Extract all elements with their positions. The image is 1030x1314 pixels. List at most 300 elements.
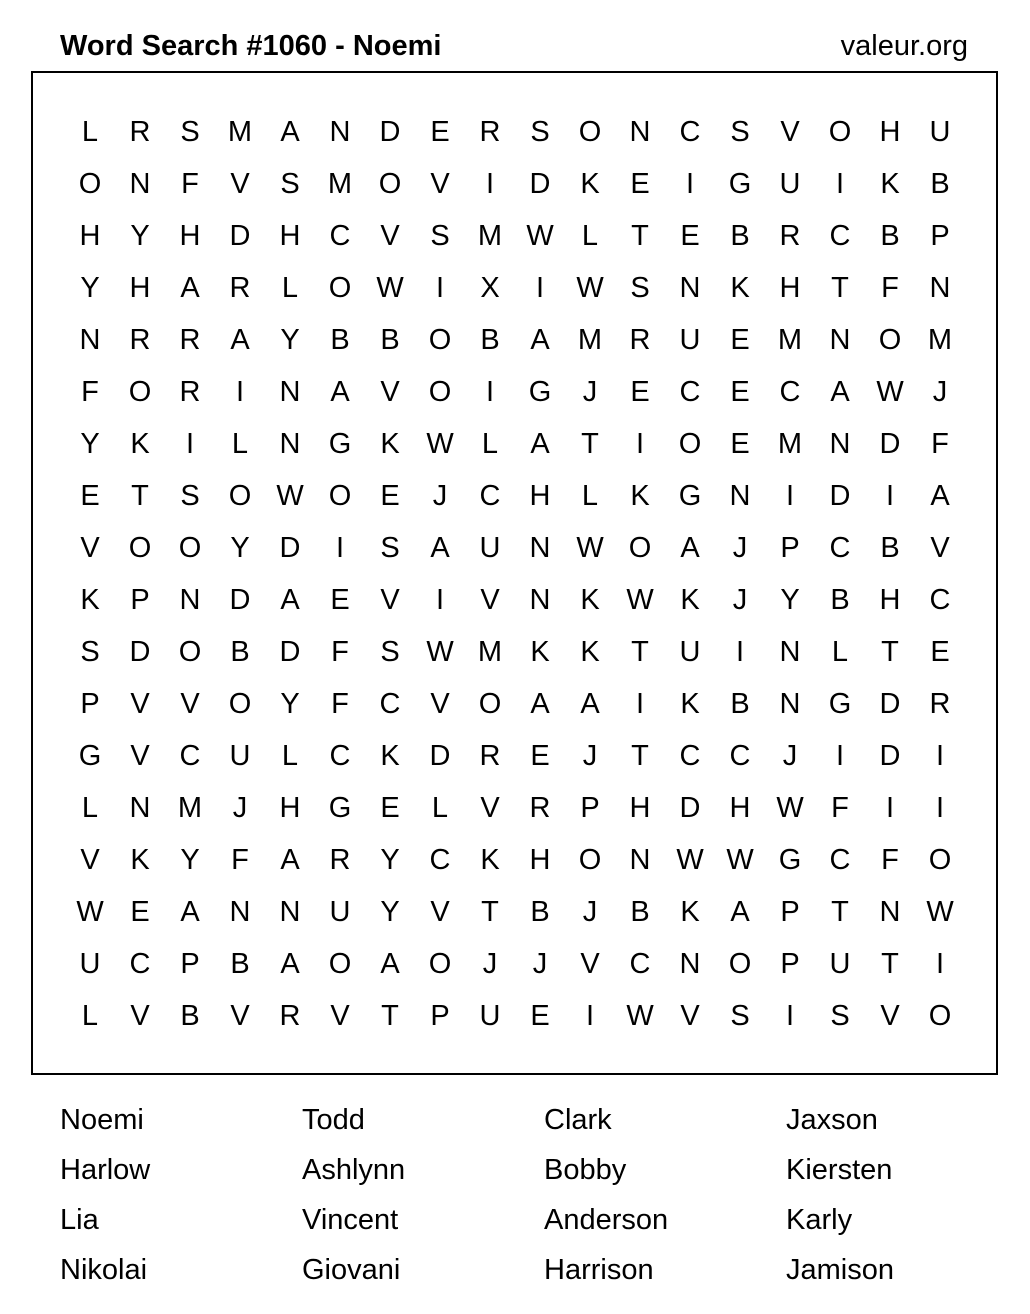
- grid-letter[interactable]: G: [328, 791, 352, 824]
- grid-letter[interactable]: I: [635, 687, 645, 720]
- grid-letter[interactable]: K: [580, 635, 600, 668]
- grid-letter[interactable]: G: [78, 739, 102, 772]
- grid-letter[interactable]: R: [479, 115, 501, 148]
- grid-letter[interactable]: R: [229, 271, 251, 304]
- grid-letter[interactable]: K: [380, 427, 400, 460]
- grid-letter[interactable]: M: [477, 635, 503, 668]
- grid-letter[interactable]: V: [380, 219, 400, 252]
- grid-letter[interactable]: Y: [80, 427, 100, 460]
- grid-letter[interactable]: J: [232, 791, 248, 824]
- grid-letter[interactable]: T: [631, 739, 649, 772]
- grid-letter[interactable]: I: [935, 791, 945, 824]
- grid-letter[interactable]: H: [879, 583, 901, 616]
- grid-letter[interactable]: U: [679, 323, 701, 356]
- grid-letter[interactable]: N: [679, 947, 701, 980]
- grid-letter[interactable]: E: [330, 583, 350, 616]
- grid-letter[interactable]: E: [530, 999, 550, 1032]
- grid-letter[interactable]: R: [629, 323, 651, 356]
- grid-letter[interactable]: J: [732, 583, 748, 616]
- grid-letter[interactable]: J: [732, 531, 748, 564]
- grid-letter[interactable]: O: [378, 167, 402, 200]
- grid-letter[interactable]: I: [485, 375, 495, 408]
- grid-letter[interactable]: R: [479, 739, 501, 772]
- grid-letter[interactable]: D: [379, 115, 401, 148]
- grid-letter[interactable]: N: [329, 115, 351, 148]
- grid-letter[interactable]: S: [630, 271, 650, 304]
- grid-letter[interactable]: L: [81, 791, 99, 824]
- grid-letter[interactable]: B: [230, 947, 250, 980]
- grid-letter[interactable]: L: [481, 427, 499, 460]
- grid-letter[interactable]: J: [532, 947, 548, 980]
- grid-letter[interactable]: P: [580, 791, 600, 824]
- grid-letter[interactable]: C: [329, 739, 351, 772]
- grid-letter[interactable]: U: [479, 999, 501, 1032]
- grid-letter[interactable]: O: [328, 479, 352, 512]
- grid-letter[interactable]: I: [785, 999, 795, 1032]
- grid-letter[interactable]: Y: [130, 219, 150, 252]
- grid-letter[interactable]: S: [530, 115, 550, 148]
- grid-letter[interactable]: C: [779, 375, 801, 408]
- grid-letter[interactable]: Y: [280, 323, 300, 356]
- grid-letter[interactable]: D: [829, 479, 851, 512]
- grid-letter[interactable]: V: [480, 791, 500, 824]
- grid-letter[interactable]: E: [680, 219, 700, 252]
- grid-letter[interactable]: S: [180, 479, 200, 512]
- grid-letter[interactable]: U: [779, 167, 801, 200]
- grid-letter[interactable]: I: [885, 791, 895, 824]
- grid-letter[interactable]: V: [430, 687, 450, 720]
- grid-letter[interactable]: A: [180, 271, 200, 304]
- grid-letter[interactable]: N: [79, 323, 101, 356]
- grid-letter[interactable]: V: [130, 687, 150, 720]
- grid-letter[interactable]: Y: [180, 843, 200, 876]
- grid-letter[interactable]: A: [230, 323, 250, 356]
- grid-letter[interactable]: K: [680, 687, 700, 720]
- grid-letter[interactable]: K: [130, 843, 150, 876]
- grid-letter[interactable]: K: [880, 167, 900, 200]
- grid-letter[interactable]: N: [279, 375, 301, 408]
- grid-letter[interactable]: V: [930, 531, 950, 564]
- grid-letter[interactable]: B: [880, 531, 900, 564]
- grid-letter[interactable]: B: [380, 323, 400, 356]
- grid-letter[interactable]: S: [380, 635, 400, 668]
- grid-letter[interactable]: E: [630, 375, 650, 408]
- grid-letter[interactable]: A: [280, 947, 300, 980]
- grid-letter[interactable]: D: [879, 687, 901, 720]
- grid-letter[interactable]: N: [279, 895, 301, 928]
- grid-letter[interactable]: I: [235, 375, 245, 408]
- grid-letter[interactable]: R: [179, 323, 201, 356]
- grid-letter[interactable]: A: [580, 687, 600, 720]
- grid-letter[interactable]: B: [930, 167, 950, 200]
- grid-letter[interactable]: D: [279, 635, 301, 668]
- grid-letter[interactable]: A: [280, 583, 300, 616]
- grid-letter[interactable]: E: [630, 167, 650, 200]
- grid-letter[interactable]: D: [879, 427, 901, 460]
- grid-letter[interactable]: H: [129, 271, 151, 304]
- grid-letter[interactable]: R: [529, 791, 551, 824]
- grid-letter[interactable]: K: [580, 167, 600, 200]
- grid-letter[interactable]: W: [776, 791, 804, 824]
- grid-letter[interactable]: C: [679, 739, 701, 772]
- grid-letter[interactable]: B: [480, 323, 500, 356]
- grid-letter[interactable]: P: [930, 219, 950, 252]
- grid-letter[interactable]: I: [735, 635, 745, 668]
- grid-letter[interactable]: N: [729, 479, 751, 512]
- grid-letter[interactable]: I: [835, 167, 845, 200]
- grid-letter[interactable]: O: [628, 531, 652, 564]
- grid-letter[interactable]: G: [328, 427, 352, 460]
- grid-letter[interactable]: A: [530, 427, 550, 460]
- grid-letter[interactable]: J: [582, 739, 598, 772]
- grid-letter[interactable]: D: [879, 739, 901, 772]
- grid-letter[interactable]: N: [929, 271, 951, 304]
- grid-letter[interactable]: A: [730, 895, 750, 928]
- grid-letter[interactable]: E: [380, 479, 400, 512]
- grid-letter[interactable]: W: [926, 895, 954, 928]
- grid-letter[interactable]: S: [830, 999, 850, 1032]
- grid-letter[interactable]: L: [581, 219, 599, 252]
- grid-letter[interactable]: C: [729, 739, 751, 772]
- grid-letter[interactable]: K: [130, 427, 150, 460]
- grid-letter[interactable]: O: [178, 531, 202, 564]
- grid-letter[interactable]: H: [529, 479, 551, 512]
- grid-letter[interactable]: W: [76, 895, 104, 928]
- grid-letter[interactable]: T: [131, 479, 149, 512]
- grid-letter[interactable]: N: [529, 583, 551, 616]
- grid-letter[interactable]: S: [80, 635, 100, 668]
- grid-letter[interactable]: F: [81, 375, 99, 408]
- grid-letter[interactable]: H: [79, 219, 101, 252]
- grid-letter[interactable]: O: [578, 843, 602, 876]
- grid-letter[interactable]: H: [279, 791, 301, 824]
- grid-letter[interactable]: W: [676, 843, 704, 876]
- grid-letter[interactable]: A: [280, 115, 300, 148]
- grid-letter[interactable]: H: [529, 843, 551, 876]
- grid-letter[interactable]: V: [580, 947, 600, 980]
- grid-letter[interactable]: S: [280, 167, 300, 200]
- grid-letter[interactable]: R: [929, 687, 951, 720]
- grid-letter[interactable]: D: [279, 531, 301, 564]
- grid-letter[interactable]: T: [831, 895, 849, 928]
- grid-letter[interactable]: F: [331, 635, 349, 668]
- grid-letter[interactable]: A: [830, 375, 850, 408]
- grid-letter[interactable]: M: [777, 427, 803, 460]
- grid-letter[interactable]: V: [430, 895, 450, 928]
- grid-letter[interactable]: G: [528, 375, 552, 408]
- grid-letter[interactable]: N: [179, 583, 201, 616]
- grid-letter[interactable]: X: [480, 271, 500, 304]
- grid-letter[interactable]: P: [130, 583, 150, 616]
- grid-letter[interactable]: P: [780, 947, 800, 980]
- grid-letter[interactable]: E: [130, 895, 150, 928]
- grid-letter[interactable]: B: [330, 323, 350, 356]
- grid-letter[interactable]: O: [228, 687, 252, 720]
- grid-letter[interactable]: J: [432, 479, 448, 512]
- grid-letter[interactable]: A: [430, 531, 450, 564]
- grid-letter[interactable]: Y: [780, 583, 800, 616]
- grid-letter[interactable]: F: [181, 167, 199, 200]
- grid-letter[interactable]: F: [231, 843, 249, 876]
- grid-letter[interactable]: O: [428, 375, 452, 408]
- grid-letter[interactable]: P: [180, 947, 200, 980]
- grid-letter[interactable]: B: [730, 687, 750, 720]
- grid-letter[interactable]: A: [930, 479, 950, 512]
- grid-letter[interactable]: K: [380, 739, 400, 772]
- grid-letter[interactable]: V: [330, 999, 350, 1032]
- grid-letter[interactable]: O: [128, 531, 152, 564]
- grid-letter[interactable]: V: [80, 843, 100, 876]
- grid-letter[interactable]: O: [728, 947, 752, 980]
- grid-letter[interactable]: I: [485, 167, 495, 200]
- grid-letter[interactable]: V: [230, 167, 250, 200]
- grid-letter[interactable]: K: [680, 895, 700, 928]
- grid-letter[interactable]: W: [726, 843, 754, 876]
- grid-letter[interactable]: E: [930, 635, 950, 668]
- grid-letter[interactable]: H: [279, 219, 301, 252]
- grid-letter[interactable]: K: [730, 271, 750, 304]
- grid-letter[interactable]: H: [629, 791, 651, 824]
- grid-letter[interactable]: J: [582, 375, 598, 408]
- grid-letter[interactable]: F: [331, 687, 349, 720]
- grid-letter[interactable]: M: [577, 323, 603, 356]
- grid-letter[interactable]: U: [829, 947, 851, 980]
- grid-letter[interactable]: N: [829, 427, 851, 460]
- grid-letter[interactable]: J: [582, 895, 598, 928]
- grid-letter[interactable]: K: [530, 635, 550, 668]
- grid-letter[interactable]: H: [729, 791, 751, 824]
- grid-letter[interactable]: O: [328, 947, 352, 980]
- grid-letter[interactable]: L: [81, 115, 99, 148]
- grid-letter[interactable]: D: [679, 791, 701, 824]
- grid-letter[interactable]: U: [79, 947, 101, 980]
- grid-letter[interactable]: I: [585, 999, 595, 1032]
- grid-letter[interactable]: N: [779, 635, 801, 668]
- grid-letter[interactable]: S: [730, 999, 750, 1032]
- grid-letter[interactable]: C: [679, 375, 701, 408]
- grid-letter[interactable]: N: [879, 895, 901, 928]
- grid-letter[interactable]: T: [481, 895, 499, 928]
- grid-letter[interactable]: G: [728, 167, 752, 200]
- grid-letter[interactable]: B: [880, 219, 900, 252]
- grid-letter[interactable]: B: [730, 219, 750, 252]
- grid-letter[interactable]: C: [479, 479, 501, 512]
- grid-letter[interactable]: L: [581, 479, 599, 512]
- grid-letter[interactable]: H: [879, 115, 901, 148]
- grid-letter[interactable]: O: [78, 167, 102, 200]
- grid-letter[interactable]: O: [328, 271, 352, 304]
- grid-letter[interactable]: C: [829, 219, 851, 252]
- grid-letter[interactable]: I: [635, 427, 645, 460]
- grid-letter[interactable]: F: [931, 427, 949, 460]
- grid-letter[interactable]: T: [581, 427, 599, 460]
- grid-letter[interactable]: M: [177, 791, 203, 824]
- grid-letter[interactable]: I: [435, 271, 445, 304]
- grid-letter[interactable]: I: [885, 479, 895, 512]
- grid-letter[interactable]: L: [231, 427, 249, 460]
- grid-letter[interactable]: D: [229, 219, 251, 252]
- grid-letter[interactable]: T: [881, 947, 899, 980]
- grid-letter[interactable]: V: [80, 531, 100, 564]
- grid-letter[interactable]: J: [932, 375, 948, 408]
- grid-letter[interactable]: E: [80, 479, 100, 512]
- grid-letter[interactable]: Y: [380, 895, 400, 928]
- grid-letter[interactable]: B: [230, 635, 250, 668]
- grid-letter[interactable]: M: [777, 323, 803, 356]
- grid-letter[interactable]: R: [179, 375, 201, 408]
- grid-letter[interactable]: O: [828, 115, 852, 148]
- grid-letter[interactable]: E: [530, 739, 550, 772]
- grid-letter[interactable]: J: [782, 739, 798, 772]
- grid-letter[interactable]: N: [529, 531, 551, 564]
- grid-letter[interactable]: G: [778, 843, 802, 876]
- grid-letter[interactable]: W: [626, 999, 654, 1032]
- grid-letter[interactable]: D: [229, 583, 251, 616]
- grid-letter[interactable]: I: [785, 479, 795, 512]
- grid-letter[interactable]: L: [831, 635, 849, 668]
- grid-letter[interactable]: Y: [280, 687, 300, 720]
- grid-letter[interactable]: C: [629, 947, 651, 980]
- grid-letter[interactable]: I: [935, 947, 945, 980]
- grid-letter[interactable]: O: [878, 323, 902, 356]
- grid-letter[interactable]: W: [876, 375, 904, 408]
- grid-letter[interactable]: M: [927, 323, 953, 356]
- grid-letter[interactable]: N: [129, 791, 151, 824]
- grid-letter[interactable]: B: [830, 583, 850, 616]
- grid-letter[interactable]: N: [129, 167, 151, 200]
- grid-letter[interactable]: C: [929, 583, 951, 616]
- grid-letter[interactable]: O: [478, 687, 502, 720]
- grid-letter[interactable]: B: [530, 895, 550, 928]
- grid-letter[interactable]: T: [631, 635, 649, 668]
- grid-letter[interactable]: D: [529, 167, 551, 200]
- grid-letter[interactable]: B: [180, 999, 200, 1032]
- grid-letter[interactable]: E: [730, 323, 750, 356]
- grid-letter[interactable]: A: [530, 687, 550, 720]
- grid-letter[interactable]: I: [935, 739, 945, 772]
- grid-letter[interactable]: G: [828, 687, 852, 720]
- grid-letter[interactable]: N: [679, 271, 701, 304]
- grid-letter[interactable]: V: [480, 583, 500, 616]
- grid-letter[interactable]: W: [426, 635, 454, 668]
- grid-letter[interactable]: B: [630, 895, 650, 928]
- grid-letter[interactable]: R: [779, 219, 801, 252]
- grid-letter[interactable]: W: [526, 219, 554, 252]
- grid-letter[interactable]: O: [178, 635, 202, 668]
- grid-letter[interactable]: T: [831, 271, 849, 304]
- grid-letter[interactable]: H: [179, 219, 201, 252]
- grid-letter[interactable]: F: [881, 843, 899, 876]
- grid-letter[interactable]: U: [479, 531, 501, 564]
- grid-letter[interactable]: W: [626, 583, 654, 616]
- grid-letter[interactable]: L: [281, 271, 299, 304]
- grid-letter[interactable]: O: [428, 947, 452, 980]
- grid-letter[interactable]: L: [81, 999, 99, 1032]
- grid-letter[interactable]: K: [680, 583, 700, 616]
- grid-letter[interactable]: V: [430, 167, 450, 200]
- grid-letter[interactable]: Y: [80, 271, 100, 304]
- grid-letter[interactable]: V: [380, 375, 400, 408]
- grid-letter[interactable]: L: [431, 791, 449, 824]
- grid-letter[interactable]: W: [376, 271, 404, 304]
- grid-letter[interactable]: C: [829, 843, 851, 876]
- grid-letter[interactable]: W: [276, 479, 304, 512]
- grid-letter[interactable]: N: [229, 895, 251, 928]
- grid-letter[interactable]: T: [881, 635, 899, 668]
- grid-letter[interactable]: A: [330, 375, 350, 408]
- grid-letter[interactable]: O: [128, 375, 152, 408]
- grid-letter[interactable]: W: [426, 427, 454, 460]
- grid-letter[interactable]: C: [429, 843, 451, 876]
- grid-letter[interactable]: M: [477, 219, 503, 252]
- grid-letter[interactable]: E: [380, 791, 400, 824]
- grid-letter[interactable]: V: [880, 999, 900, 1032]
- grid-letter[interactable]: W: [576, 271, 604, 304]
- grid-letter[interactable]: C: [129, 947, 151, 980]
- grid-letter[interactable]: V: [780, 115, 800, 148]
- grid-letter[interactable]: V: [680, 999, 700, 1032]
- grid-letter[interactable]: P: [80, 687, 100, 720]
- grid-letter[interactable]: A: [530, 323, 550, 356]
- grid-letter[interactable]: N: [829, 323, 851, 356]
- grid-letter[interactable]: A: [280, 843, 300, 876]
- grid-letter[interactable]: P: [780, 895, 800, 928]
- grid-letter[interactable]: C: [329, 219, 351, 252]
- grid-letter[interactable]: C: [379, 687, 401, 720]
- grid-letter[interactable]: V: [130, 739, 150, 772]
- grid-letter[interactable]: L: [281, 739, 299, 772]
- grid-letter[interactable]: T: [381, 999, 399, 1032]
- grid-letter[interactable]: O: [428, 323, 452, 356]
- grid-letter[interactable]: N: [629, 115, 651, 148]
- grid-letter[interactable]: S: [180, 115, 200, 148]
- grid-letter[interactable]: R: [279, 999, 301, 1032]
- grid-letter[interactable]: D: [129, 635, 151, 668]
- grid-letter[interactable]: I: [185, 427, 195, 460]
- grid-letter[interactable]: O: [578, 115, 602, 148]
- grid-letter[interactable]: R: [329, 843, 351, 876]
- grid-letter[interactable]: V: [380, 583, 400, 616]
- grid-letter[interactable]: W: [576, 531, 604, 564]
- grid-letter[interactable]: I: [685, 167, 695, 200]
- grid-letter[interactable]: N: [779, 687, 801, 720]
- grid-letter[interactable]: C: [829, 531, 851, 564]
- grid-letter[interactable]: V: [180, 687, 200, 720]
- grid-letter[interactable]: N: [279, 427, 301, 460]
- grid-letter[interactable]: P: [430, 999, 450, 1032]
- grid-letter[interactable]: K: [630, 479, 650, 512]
- grid-letter[interactable]: R: [129, 323, 151, 356]
- grid-letter[interactable]: S: [380, 531, 400, 564]
- grid-letter[interactable]: F: [881, 271, 899, 304]
- grid-letter[interactable]: I: [435, 583, 445, 616]
- grid-letter[interactable]: D: [429, 739, 451, 772]
- grid-letter[interactable]: A: [180, 895, 200, 928]
- grid-letter[interactable]: K: [80, 583, 100, 616]
- grid-letter[interactable]: E: [430, 115, 450, 148]
- grid-letter[interactable]: C: [179, 739, 201, 772]
- grid-letter[interactable]: I: [535, 271, 545, 304]
- grid-letter[interactable]: M: [227, 115, 253, 148]
- grid-letter[interactable]: O: [928, 999, 952, 1032]
- grid-letter[interactable]: S: [730, 115, 750, 148]
- grid-letter[interactable]: T: [631, 219, 649, 252]
- grid-letter[interactable]: S: [430, 219, 450, 252]
- grid-letter[interactable]: I: [335, 531, 345, 564]
- grid-letter[interactable]: Y: [230, 531, 250, 564]
- grid-letter[interactable]: O: [228, 479, 252, 512]
- grid-letter[interactable]: O: [678, 427, 702, 460]
